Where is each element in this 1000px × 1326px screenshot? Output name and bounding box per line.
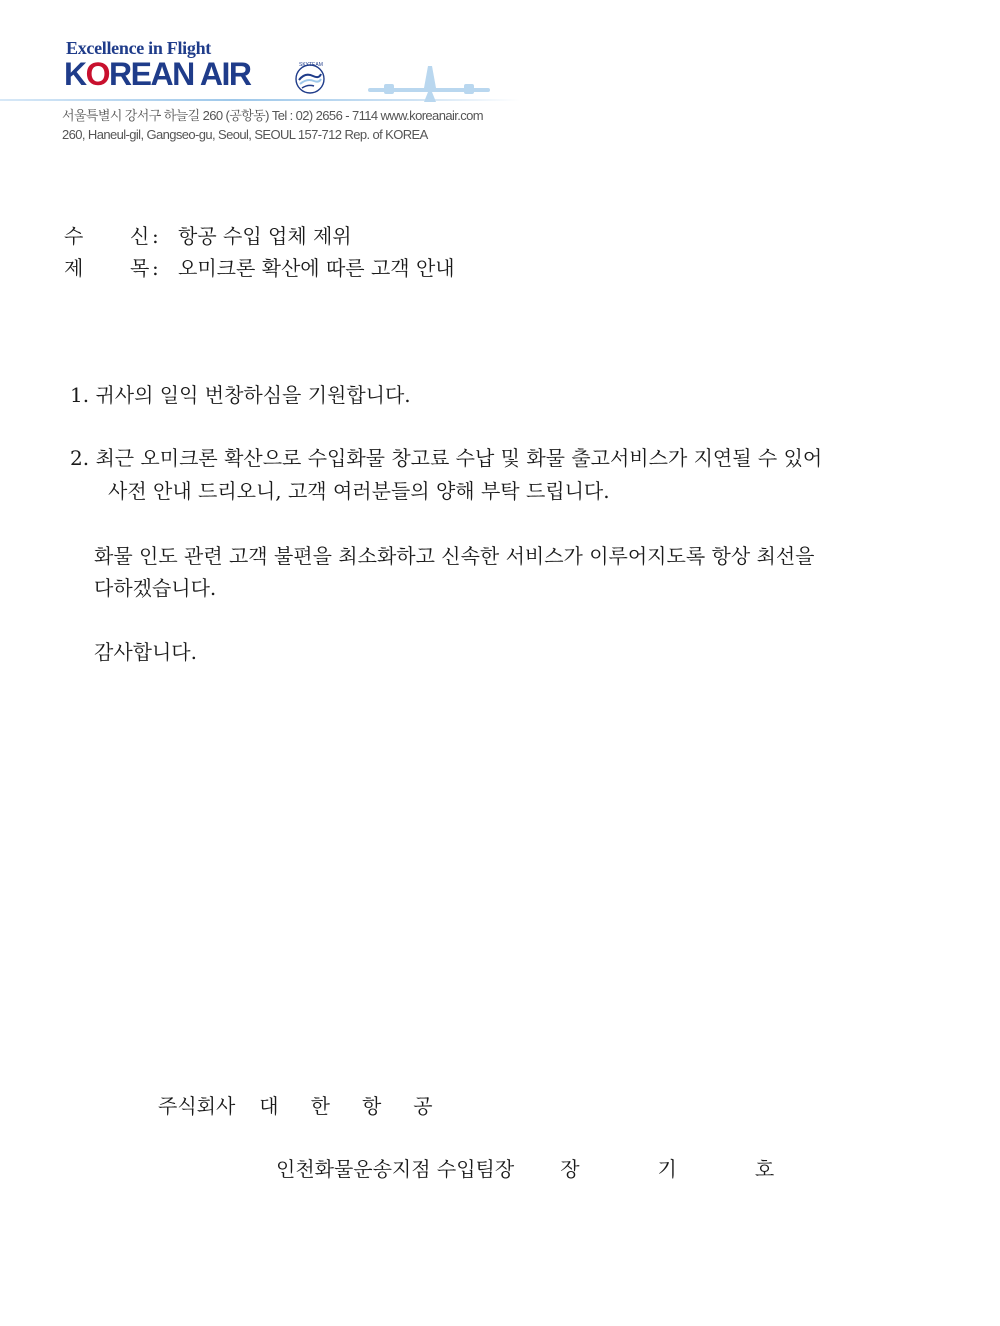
company-prefix: 주식회사 [158, 1094, 236, 1118]
address-korean: 서울특별시 강서구 하늘길 260 (공항동) Tel : 02) 2656 - 7114 www.koreanair.com [62, 108, 484, 123]
subject-label-2: 목 [130, 256, 150, 280]
signature-signer [276, 1153, 774, 1182]
closing-text: 감사합니다. [94, 640, 197, 664]
body-paragraph-3-line-2: 다하겠습니다. [94, 576, 217, 600]
address-english: 260, Haneul-gil, Gangseo-gu, Seoul, SEOUL 157-712 Rep. of KOREA [62, 127, 428, 142]
signer-name-char-2: 기 [657, 1157, 677, 1181]
signature-company [158, 1090, 433, 1119]
letterhead [0, 0, 1000, 160]
subject-colon: : [152, 256, 159, 280]
skyteam-wordmark: SKYTEAM [299, 62, 323, 68]
signer-name-char-1: 장 [560, 1157, 580, 1181]
company-name-char-2: 한 [310, 1094, 330, 1118]
body-item-2-line-2: 사전 안내 드리오니, 고객 여러분들의 양해 부탁 드립니다. [108, 479, 610, 503]
recipient-label-2: 신 [130, 224, 150, 248]
skyteam-taeguk-icon [289, 60, 331, 96]
signer-name-char-3: 호 [754, 1157, 775, 1181]
subject-value: 오미크론 확산에 따른 고객 안내 [178, 256, 455, 280]
company-name-char-4: 공 [413, 1094, 433, 1118]
korean-air-logo: KOREAN AIR [64, 56, 251, 92]
signer-department: 인천화물운송지점 수입팀장 [276, 1157, 515, 1181]
slogan: Excellence in Flight [66, 38, 211, 58]
company-name-char-3: 항 [361, 1094, 382, 1118]
recipient-value: 항공 수입 업체 제위 [178, 224, 352, 248]
body-paragraph-3-line-1: 화물 인도 관련 고객 불편을 최소화하고 신속한 서비스가 이루어지도록 항상 최선을 [94, 544, 815, 568]
subject-label-1: 제 [64, 256, 84, 280]
subject-row [64, 252, 455, 281]
recipient-label-1: 수 [64, 224, 84, 248]
logo-taeguk-letter: O [85, 56, 109, 92]
company-name-char-1: 대 [259, 1094, 279, 1118]
airplane-icon [364, 62, 494, 104]
body-item-1: 1. 귀사의 일익 번창하심을 기원합니다. [70, 383, 411, 407]
body-item-2-line-1: 2. 최근 오미크론 확산으로 수입화물 창고료 수납 및 화물 출고서비스가 지연될 수 있어 [70, 446, 823, 470]
recipient-row [64, 220, 352, 249]
recipient-colon: : [152, 224, 159, 248]
